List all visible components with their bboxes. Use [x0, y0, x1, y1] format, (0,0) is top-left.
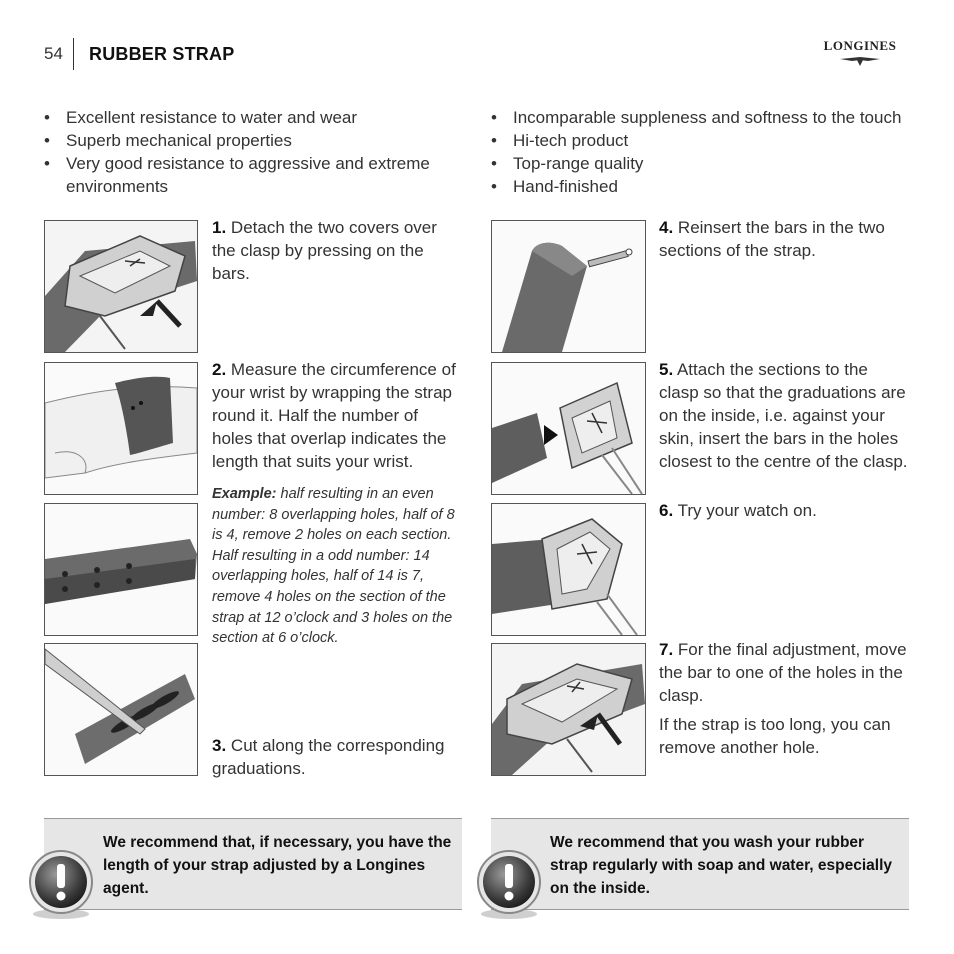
section-title: RUBBER STRAP: [89, 44, 235, 64]
features-list-left: [44, 106, 454, 198]
brand-name: LONGINES: [823, 38, 897, 53]
list-item: • Very good resistance to aggressive and extreme environments: [44, 152, 454, 198]
step-6-text: Try your watch on.: [673, 501, 817, 520]
list-item: • Top-range quality: [491, 152, 921, 175]
step-7-extra: [659, 713, 909, 759]
list-item: • Hand-finished: [491, 175, 921, 198]
list-item: • Superb mechanical properties: [44, 129, 454, 152]
illustration-step-7-adjust: [491, 643, 646, 776]
step-5-text: Attach the sections to the clasp so that the graduations are on the inside, i.e. against your skin, insert the bars in the holes closest to the centre of the clasp.: [659, 360, 908, 471]
header-divider: [73, 38, 74, 70]
step-3: [212, 734, 462, 780]
example-text: [212, 484, 464, 649]
page-number: 54: [44, 44, 63, 63]
step-7-number: 7.: [659, 640, 674, 659]
illustration-step-1-clasp: [44, 220, 198, 353]
step-2-text: Measure the circumference of your wrist by wrapping the strap round it. Half the number of holes that overlap indicates the length that suits your wrist.: [212, 360, 456, 471]
list-item: • Hi-tech product: [491, 129, 921, 152]
exclamation-warning-icon: [476, 848, 542, 920]
step-7-text: For the final adjustment, move the bar to one of the holes in the clasp.: [659, 640, 907, 705]
step-1-number: 1.: [212, 218, 227, 237]
example-odd: Half resulting in a odd number: 14 overlapping holes, half of 14 is 7, remove 4 holes on the section of the strap at 12 o’clock and 3 holes on the section at 6 o’clock.: [212, 547, 453, 647]
note-text-right: We recommend that you wash your rubber strap regularly with soap and water, especially on the inside.: [550, 834, 892, 897]
step-1: [212, 216, 457, 285]
example-label: Example:: [212, 486, 277, 502]
step-2-number: 2.: [212, 360, 227, 379]
step-4-text: Reinsert the bars in the two sections of the strap.: [659, 218, 885, 260]
features-list-right: [491, 106, 921, 198]
winged-hourglass-icon: [810, 55, 910, 67]
note-text-left: We recommend that, if necessary, you have the length of your strap adjusted by a Longines agent.: [103, 834, 452, 897]
step-6-number: 6.: [659, 501, 674, 520]
list-item: • Incomparable suppleness and softness to the touch: [491, 106, 921, 129]
list-item: • Excellent resistance to water and wear: [44, 106, 454, 129]
step-5-number: 5.: [659, 360, 674, 379]
illustration-step-6-try: [491, 503, 646, 636]
illustration-step-2-wrist: [44, 362, 198, 495]
step-1-text: Detach the two covers over the clasp by pressing on the bars.: [212, 218, 437, 283]
brand-logo: [810, 38, 910, 68]
example-even: half resulting in an even number: 8 overlapping holes, half of 8 is 4, remove 2 holes on each section.: [212, 486, 455, 544]
step-3-number: 3.: [212, 736, 227, 755]
illustration-step-2-overlap: [44, 503, 198, 636]
step-4-number: 4.: [659, 218, 674, 237]
step-4: [659, 216, 909, 262]
exclamation-warning-icon: [28, 848, 94, 920]
step-7: [659, 638, 909, 707]
step-5: [659, 358, 909, 473]
step-6: [659, 499, 909, 522]
illustration-step-4-bars: [491, 220, 646, 353]
step-3-text: Cut along the corresponding graduations.: [212, 736, 445, 778]
step-2: [212, 358, 460, 473]
illustration-step-3-cut: [44, 643, 198, 776]
step-7-extra-text: If the strap is too long, you can remove another hole.: [659, 715, 891, 757]
illustration-step-5-attach: [491, 362, 646, 495]
